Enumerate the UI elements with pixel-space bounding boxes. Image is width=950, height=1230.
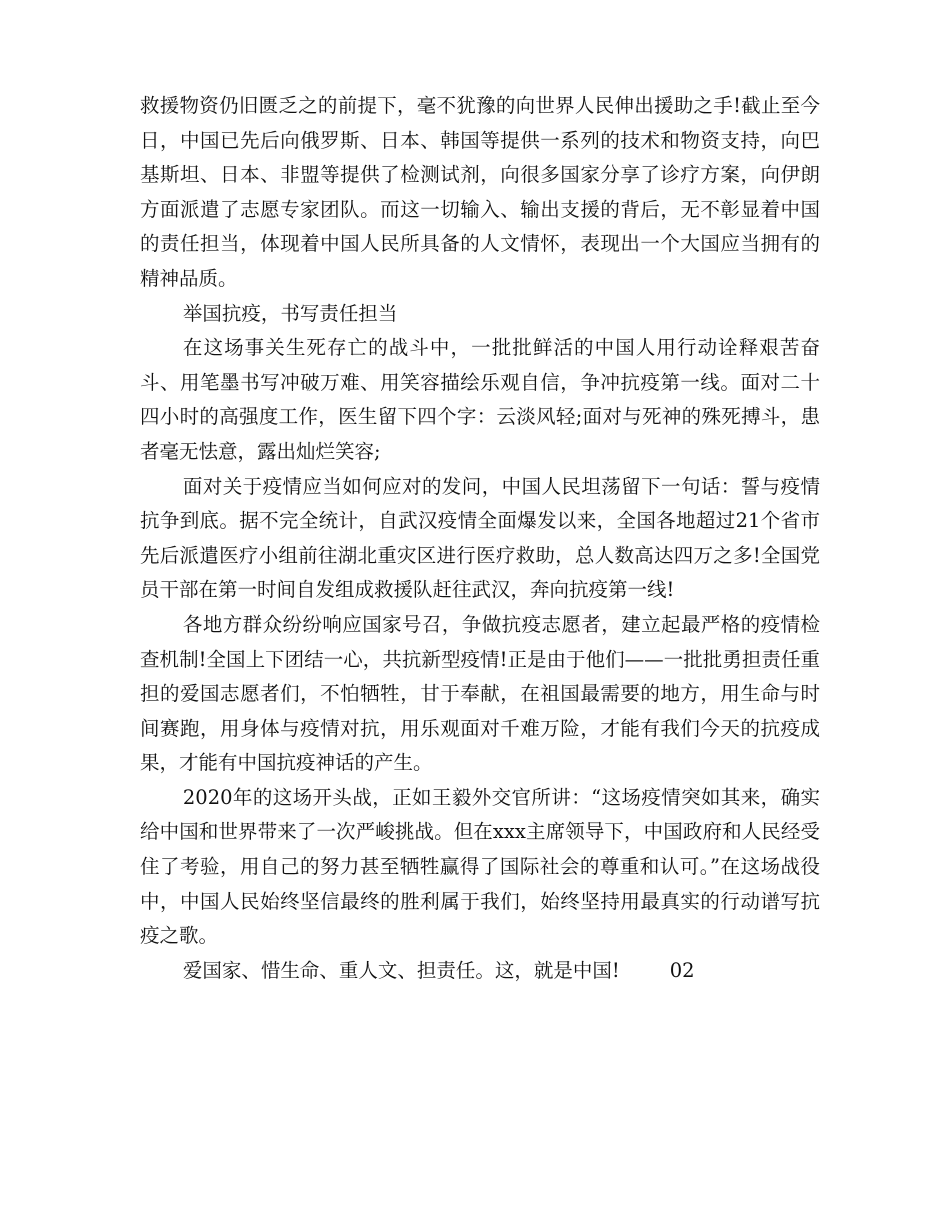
section-heading: 举国抗疫，书写责任担当 [182,301,398,325]
closing-sentence: 爱国家、惜生命、重人文、担责任。这，就是中国! [182,958,620,982]
document-body [140,89,820,988]
paragraph-7 [140,954,820,989]
paragraph-6: 2020年的这场开头战，正如王毅外交官所讲：“这场疫情突如其来，确实给中国和世界带来了一次严峻挑战。但在xxx主席领导下，中国政府和人民经受住了考验，用自己的努力甚至牺牲赢得了国际社会的尊重和认可。”在这场战役中，中国人民始终坚信最终的胜利属于我们，始终坚持用最真实的行动谱写抗疫之歌。 [140,785,820,948]
trailing-number: 02 [669,958,695,982]
paragraph-4: 面对关于疫情应当如何应对的发问，中国人民坦荡留下一句话：誓与疫情抗争到底。据不完全统计，自武汉疫情全面爆发以来，全国各地超过21个省市先后派遣医疗小组前往湖北重灾区进行医疗救助，总人数高达四万之多!全国党员干部在第一时间自发组成救援队赶往武汉，奔向抗疫第一线! [140,474,820,602]
paragraph-5: 各地方群众纷纷响应国家号召，争做抗疫志愿者，建立起最严格的疫情检查机制!全国上下团结一心，共抗新型疫情!正是由于他们——一批批勇担责任重担的爱国志愿者们，不怕牺牲，甘于奉献，在祖国最需要的地方，用生命与时间赛跑，用身体与疫情对抗，用乐观面对千难万险，才能有我们今天的抗疫成果，才能有中国抗疫神话的产生。 [140,612,820,775]
paragraph-3: 在这场事关生死存亡的战斗中，一批批鲜活的中国人用行动诠释艰苦奋斗、用笔墨书写冲破万难、用笑容描绘乐观自信，争冲抗疫第一线。面对二十四小时的高强度工作，医生留下四个字：云淡风轻;面对与死神的殊死搏斗，患者毫无怯意，露出灿烂笑容; [140,336,820,463]
paragraph-1: 救援物资仍旧匮乏之的前提下，毫不犹豫的向世界人民伸出援助之手!截止至今日，中国已先后向俄罗斯、日本、韩国等提供一系列的技术和物资支持，向巴基斯坦、日本、非盟等提供了检测试剂，向很多国家分享了诊疗方案，向伊朗方面派遣了志愿专家团队。而这一切输入、输出支援的背后，无不彰显着中国的责任担当，体现着中国人民所具备的人文情怀，表现出一个大国应当拥有的精神品质。 [140,94,820,290]
